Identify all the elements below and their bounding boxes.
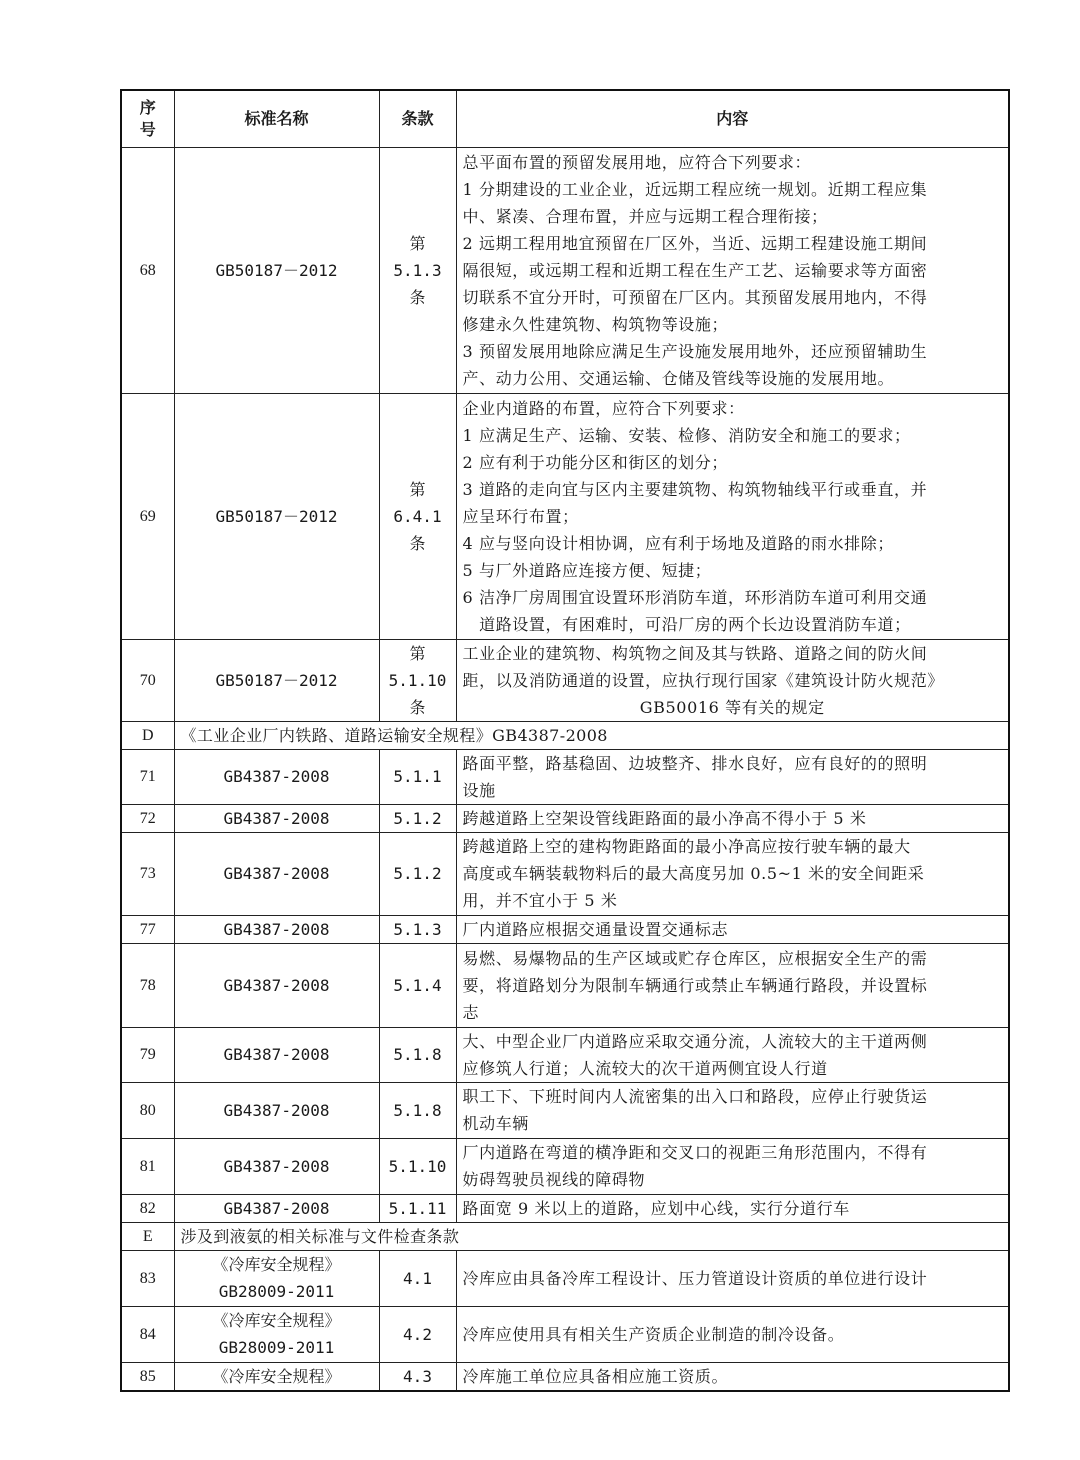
standard-name: [174, 1306, 379, 1362]
table-row: [121, 1138, 1009, 1194]
content-line: 1 分期建设的工业企业，近远期工程应统一规划。近期工程应集: [462, 179, 928, 199]
clause-number: [379, 915, 456, 943]
clause-line: 4.1: [403, 1268, 432, 1288]
standard-name: GB4387-2008: [174, 943, 379, 1027]
content-line: 距，以及消防通道的设置，应执行现行国家《建筑设计防火规范》: [462, 670, 944, 690]
row-number: 83: [121, 1250, 174, 1306]
clause-line: 4.2: [403, 1324, 432, 1344]
table-row: [121, 147, 1009, 393]
standard-name: GB50187－2012: [174, 393, 379, 639]
clause-line: 条: [409, 533, 426, 553]
clause-number: [379, 832, 456, 915]
table-row: [121, 749, 1009, 804]
standard-name: GB4387-2008: [174, 1138, 379, 1194]
content-line: 2 远期工程用地宜预留在厂区外，当近、远期工程建设施工期间: [462, 233, 928, 253]
section-title: 涉及到液氨的相关标准与文件检查条款: [174, 1222, 1009, 1250]
header-row: [121, 90, 1009, 147]
standard-name: GB4387-2008: [174, 749, 379, 804]
col-clause-header: 条款: [379, 90, 456, 147]
content-line: 应呈环行布置；: [462, 506, 579, 526]
standard-name: GB4387-2008: [174, 915, 379, 943]
row-number: 84: [121, 1306, 174, 1362]
clause-line: 第: [409, 643, 426, 663]
content-line: 5 与厂外道路应连接方便、短捷；: [462, 560, 712, 580]
table-row: [121, 1082, 1009, 1138]
clause-content: [456, 943, 1009, 1027]
standard-name: [174, 1362, 379, 1391]
content-line: 切联系不宜分开时，可预留在厂区内。其预留发展用地内，不得: [462, 287, 928, 307]
content-line: 企业内道路的布置，应符合下列要求：: [462, 398, 745, 418]
content-line: 妨碍驾驶员视线的障碍物: [462, 1170, 646, 1189]
clause-line: 5.1.11: [388, 1198, 447, 1218]
clause-content: [456, 749, 1009, 804]
table-row: [121, 1027, 1009, 1082]
standard-name-line: 《冷库安全规程》: [212, 1366, 341, 1386]
clause-line: 第: [409, 233, 426, 253]
clause-number: [379, 147, 456, 393]
content-line: 用，并不宜小于 5 米: [462, 891, 618, 910]
row-number: 72: [121, 804, 174, 832]
clause-content: [456, 393, 1009, 639]
row-number: 73: [121, 832, 174, 915]
content-line: 冷库应由具备冷库工程设计、压力管道设计资质的单位进行设计: [462, 1268, 928, 1288]
clause-line: 5.1.10: [388, 670, 447, 690]
clause-line: 5.1.4: [393, 975, 442, 995]
table-row: [121, 943, 1009, 1027]
clause-line: 5.1.10: [388, 1156, 447, 1176]
section-row: [121, 1222, 1009, 1250]
table-row: [121, 915, 1009, 943]
content-line: 高度或车辆装载物料后的最大高度另加 0.5~1 米的安全间距采: [462, 864, 925, 883]
section-title: 《工业企业厂内铁路、道路运输安全规程》GB4387-2008: [174, 721, 1009, 749]
row-number: 69: [121, 393, 174, 639]
content-line: 设施: [462, 780, 496, 800]
row-number: 70: [121, 639, 174, 721]
standards-table: [120, 89, 1010, 1392]
content-line: 3 道路的走向宜与区内主要建筑物、构筑物轴线平行或垂直，并: [462, 479, 928, 499]
section-label: D: [121, 721, 174, 749]
clause-number: [379, 1362, 456, 1391]
table-row: [121, 393, 1009, 639]
clause-number: [379, 749, 456, 804]
table-row: [121, 1306, 1009, 1362]
row-number: 81: [121, 1138, 174, 1194]
content-line: 工业企业的建筑物、构筑物之间及其与铁路、道路之间的防火间: [462, 643, 928, 663]
standard-name: GB4387-2008: [174, 1082, 379, 1138]
row-number: 78: [121, 943, 174, 1027]
clause-content: [456, 1138, 1009, 1194]
col-index-header-line1: 序: [139, 97, 156, 117]
clause-line: 第: [409, 479, 426, 499]
row-number: 85: [121, 1362, 174, 1391]
clause-content: [456, 1250, 1009, 1306]
row-number: 77: [121, 915, 174, 943]
row-number: 68: [121, 147, 174, 393]
content-line: 大、中型企业厂内道路应采取交通分流，人流较大的主干道两侧: [462, 1031, 928, 1051]
table-row: [121, 1362, 1009, 1391]
col-index-header: [121, 90, 174, 147]
clause-line: 4.3: [403, 1366, 432, 1386]
table-row: [121, 804, 1009, 832]
clause-content: [456, 1194, 1009, 1222]
content-line: 修建永久性建筑物、构筑物等设施；: [462, 314, 729, 334]
clause-line: 6.4.1: [393, 506, 442, 526]
standard-name-line: 《冷库安全规程》: [212, 1311, 341, 1330]
col-standard-header: 标准名称: [174, 90, 379, 147]
clause-number: [379, 1138, 456, 1194]
clause-content: [456, 639, 1009, 721]
standard-name: [174, 1250, 379, 1306]
table-row: [121, 639, 1009, 721]
clause-line: 条: [409, 697, 426, 717]
row-number: 79: [121, 1027, 174, 1082]
clause-line: 5.1.1: [393, 767, 442, 786]
clause-content: [456, 1082, 1009, 1138]
content-line: 厂内道路在弯道的横净距和交叉口的视距三角形范围内，不得有: [462, 1143, 928, 1162]
table-row: [121, 832, 1009, 915]
clause-number: [379, 1250, 456, 1306]
content-line: 路面宽 9 米以上的道路，应划中心线，实行分道行车: [462, 1198, 850, 1218]
clause-number: [379, 1306, 456, 1362]
content-line: 中、紧凑、合理布置，并应与远期工程合理衔接；: [462, 206, 828, 226]
clause-number: [379, 639, 456, 721]
col-content-header: 内容: [456, 90, 1009, 147]
section-row: [121, 721, 1009, 749]
clause-number: [379, 1194, 456, 1222]
row-number: 82: [121, 1194, 174, 1222]
table-body: [121, 147, 1009, 1391]
clause-content: [456, 832, 1009, 915]
clause-content: [456, 147, 1009, 393]
content-line: 应修筑人行道；人流较大的次干道两侧宜设人行道: [462, 1058, 828, 1078]
clause-line: 5.1.2: [393, 864, 442, 883]
content-line: 跨越道路上空的建构物距路面的最小净高应按行驶车辆的最大: [462, 837, 911, 856]
clause-line: 5.1.8: [393, 1100, 442, 1120]
standard-name: GB50187－2012: [174, 147, 379, 393]
content-line: 道路设置，有困难时，可沿厂房的两个长边设置消防车道；: [462, 614, 911, 634]
col-index-header-line2: 号: [139, 119, 156, 139]
clause-content: [456, 915, 1009, 943]
row-number: 80: [121, 1082, 174, 1138]
content-line: 4 应与竖向设计相协调，应有利于场地及道路的雨水排除；: [462, 533, 894, 553]
standard-name: GB4387-2008: [174, 1027, 379, 1082]
clause-number: [379, 1082, 456, 1138]
clause-number: [379, 943, 456, 1027]
content-line: 6 洁净厂房周围宜设置环形消防车道，环形消防车道可利用交通: [462, 587, 928, 607]
clause-line: 5.1.3: [393, 260, 442, 280]
content-line: 路面平整，路基稳固、边坡整齐、排水良好，应有良好的的照明: [462, 753, 928, 773]
standard-name-line: GB28009-2011: [218, 1282, 335, 1301]
content-line: 冷库施工单位应具备相应施工资质。: [462, 1366, 729, 1386]
standard-name-line: GB28009-2011: [218, 1338, 335, 1357]
content-line: 2 应有利于功能分区和街区的划分；: [462, 452, 728, 472]
clause-content: [456, 1027, 1009, 1082]
content-line: 职工下、下班时间内人流密集的出入口和路段，应停止行驶货运: [462, 1087, 928, 1106]
clause-content: [456, 804, 1009, 832]
content-line: 要，将道路划分为限制车辆通行或禁止车辆通行路段，并设置标: [462, 975, 928, 995]
content-line: 志: [462, 1002, 480, 1022]
table-row: [121, 1194, 1009, 1222]
standard-name: GB4387-2008: [174, 832, 379, 915]
content-line: 跨越道路上空架设管线距路面的最小净高不得小于 5 米: [462, 808, 867, 828]
clause-number: [379, 1027, 456, 1082]
content-line: 易燃、易爆物品的生产区域或贮存仓库区，应根据安全生产的需: [462, 948, 928, 968]
standard-name: GB4387-2008: [174, 804, 379, 832]
content-line: 总平面布置的预留发展用地，应符合下列要求：: [462, 152, 812, 172]
clause-line: 5.1.8: [393, 1045, 442, 1064]
clause-content: [456, 1362, 1009, 1391]
clause-content: [456, 1306, 1009, 1362]
clause-number: [379, 393, 456, 639]
table-row: [121, 1250, 1009, 1306]
content-line: 3 预留发展用地除应满足生产设施发展用地外，还应预留辅助生: [462, 341, 928, 361]
clause-number: [379, 804, 456, 832]
content-line: 1 应满足生产、运输、安装、检修、消防安全和施工的要求；: [462, 425, 911, 445]
content-line: GB50016 等有关的规定: [639, 697, 825, 717]
row-number: 71: [121, 749, 174, 804]
content-line: 厂内道路应根据交通量设置交通标志: [462, 919, 729, 939]
clause-line: 5.1.2: [393, 808, 442, 828]
content-line: 产、动力公用、交通运输、仓储及管线等设施的发展用地。: [462, 368, 895, 388]
clause-line: 5.1.3: [393, 919, 442, 939]
clause-line: 条: [409, 287, 426, 307]
standard-name: GB50187－2012: [174, 639, 379, 721]
content-line: 机动车辆: [462, 1114, 529, 1133]
content-line: 隔很短，或远期工程和近期工程在生产工艺、运输要求等方面密: [462, 260, 928, 280]
section-label: E: [121, 1222, 174, 1250]
content-line: 冷库应使用具有相关生产资质企业制造的制冷设备。: [462, 1324, 845, 1344]
standard-name: GB4387-2008: [174, 1194, 379, 1222]
standard-name-line: 《冷库安全规程》: [212, 1255, 341, 1274]
